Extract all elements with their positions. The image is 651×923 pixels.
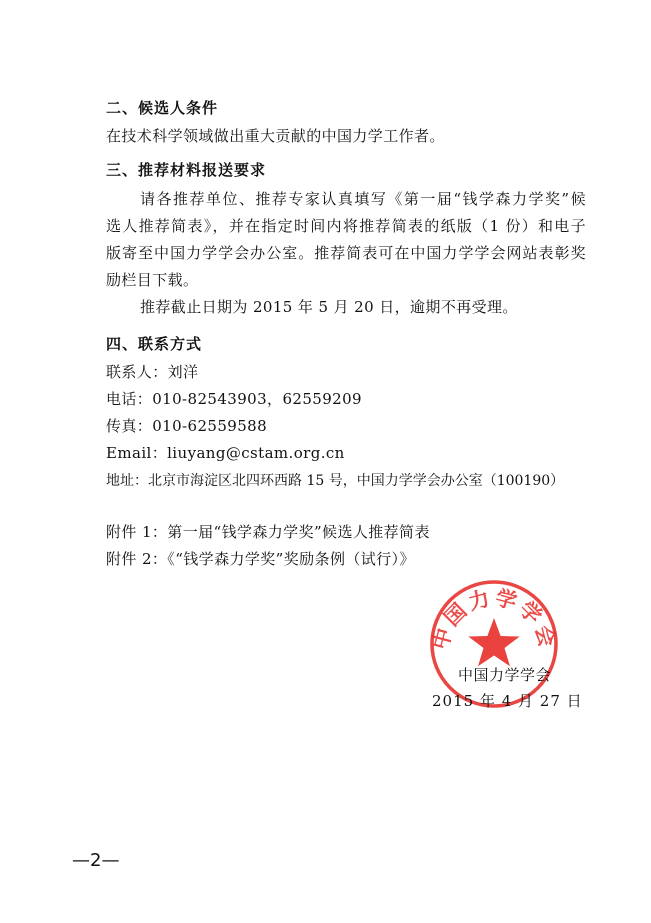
contact-person: 联系人：刘洋: [106, 363, 199, 381]
signature-date: 2015 年 4 月 27 日: [432, 692, 583, 710]
section-3-para1-line1: 请各推荐单位、推荐专家认真填写《第一届“钱学森力学奖”候: [140, 190, 586, 208]
section-3-para1-line4: 励栏目下载。: [106, 271, 199, 289]
official-seal-icon: [428, 578, 560, 710]
contact-address: 地址：北京市海淀区北四环西路 15 号，中国力学学会办公室（100190）: [106, 473, 565, 489]
contact-phone: 电话：010-82543903，62559209: [106, 390, 362, 408]
section-2-heading: 二、候选人条件: [106, 99, 219, 117]
seal-star-icon: [468, 618, 519, 666]
section-3-heading: 三、推荐材料报送要求: [106, 161, 267, 179]
page-number: —2—: [72, 850, 120, 871]
section-3-para1-line3: 版寄至中国力学学会办公室。推荐简表可在中国力学学会网站表彰奖: [106, 244, 586, 262]
section-2-text: 在技术科学领域做出重大贡献的中国力学工作者。: [106, 127, 445, 145]
section-3-para1-line2: 选人推荐简表》，并在指定时间内将推荐简表的纸版（1 份）和电子: [106, 217, 586, 235]
contact-fax: 传真：010-62559588: [106, 417, 268, 435]
section-4-heading: 四、联系方式: [106, 335, 203, 353]
seal-text: 中国力学学会: [428, 585, 560, 653]
attachment-1: 附件 1：第一届“钱学森力学奖”候选人推荐简表: [106, 523, 430, 541]
contact-email: Email：liuyang@cstam.org.cn: [106, 444, 345, 462]
signature-organization: 中国力学学会: [458, 666, 552, 684]
section-3-para2: 推荐截止日期为 2015 年 5 月 20 日，逾期不再受理。: [140, 298, 518, 316]
attachment-2: 附件 2：《“钱学森力学奖”奖励条例（试行）》: [106, 550, 415, 568]
